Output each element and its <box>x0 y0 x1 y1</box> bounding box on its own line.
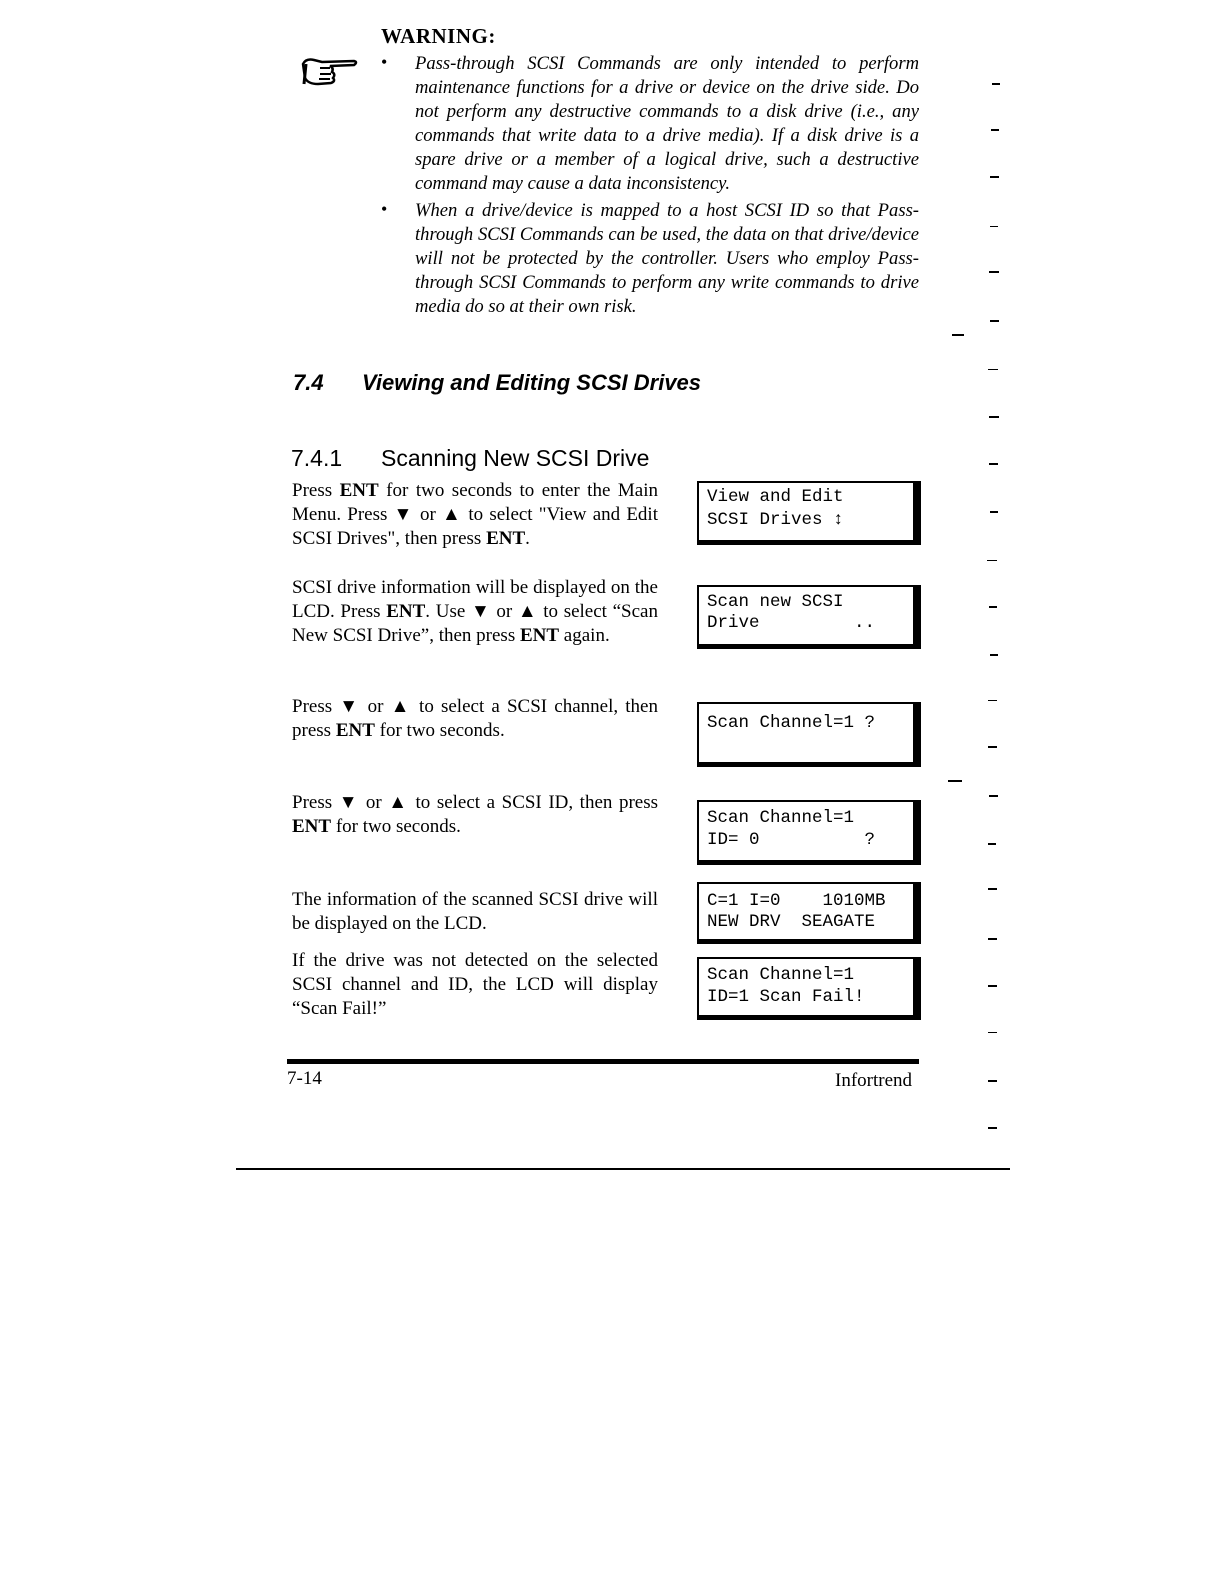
up-arrow-icon: ▲ <box>441 504 463 525</box>
warning-bullet: • <box>381 52 388 72</box>
warning-bullet: • <box>381 199 388 219</box>
lcd-line: ID= 0 ? <box>707 830 876 850</box>
step-paragraph: Press ENT for two seconds to enter the Main Menu. Press ▼ or ▲ to select "View and Edit SCSI Drives", then press ENT. <box>292 480 658 549</box>
step-paragraph: Press ▼ or ▲ to select a SCSI channel, then press ENT for two seconds. <box>292 696 658 741</box>
down-arrow-icon: ▼ <box>339 696 361 717</box>
down-arrow-icon: ▼ <box>393 504 414 525</box>
lcd-line: Scan Channel=1 <box>707 808 855 828</box>
up-arrow-icon: ▲ <box>390 696 412 717</box>
lcd-line: Scan new SCSI <box>707 592 844 612</box>
lcd-line: Drive .. <box>707 613 876 633</box>
subsection-number: 7.4.1 <box>291 445 343 471</box>
lcd-line: ID=1 Scan Fail! <box>707 987 865 1007</box>
step-paragraph: The information of the scanned SCSI drive will be displayed on the LCD. <box>292 889 658 934</box>
scan-edge-rule <box>236 1168 1010 1170</box>
lcd-line: Scan Channel=1 ? <box>707 713 876 733</box>
up-arrow-icon: ▲ <box>388 792 409 813</box>
up-arrow-icon: ▲ <box>517 601 538 622</box>
warning-item: When a drive/device is mapped to a host SCSI ID so that Pass-through SCSI Commands can be used, the data on that drive/device will not be protected by the controller. Users who employ Pass-through SCSI Commands to perform any write commands to drive media do so at their own risk. <box>415 200 919 317</box>
lcd-display <box>697 702 921 767</box>
down-arrow-icon: ▼ <box>338 792 360 813</box>
subsection-title: Scanning New SCSI Drive <box>381 445 650 471</box>
section-title: Viewing and Editing SCSI Drives <box>362 370 702 395</box>
lcd-line: Scan Channel=1 <box>707 965 855 985</box>
lcd-display <box>697 800 921 865</box>
lcd-line: NEW DRV SEAGATE <box>707 912 876 932</box>
footer-rule <box>287 1059 919 1064</box>
down-arrow-icon: ▼ <box>470 601 491 622</box>
lcd-line: View and Edit <box>707 487 844 507</box>
section-number: 7.4 <box>293 370 324 395</box>
lcd-line: C=1 I=0 1010MB <box>707 891 886 911</box>
lcd-display <box>697 882 921 944</box>
step-paragraph: If the drive was not detected on the selected SCSI channel and ID, the LCD will display “Scan Fail!” <box>292 950 658 1019</box>
lcd-display <box>697 585 921 649</box>
warning-title: WARNING: <box>381 24 496 48</box>
pointing-hand-icon <box>300 54 360 88</box>
lcd-display <box>697 481 921 545</box>
lcd-display <box>697 957 921 1020</box>
step-paragraph: Press ▼ or ▲ to select a SCSI ID, then press ENT for two seconds. <box>292 792 659 837</box>
step-paragraph: SCSI drive information will be displayed on the LCD. Press ENT. Use ▼ or ▲ to select “Scan New SCSI Drive”, then press ENT again. <box>292 577 658 646</box>
warning-item: Pass-through SCSI Commands are only intended to perform maintenance functions for a drive or device on the drive side. Do not perform any destructive commands to a disk drive (i.e., any commands that write data to a drive media). If a disk drive is a spare drive or a member of a logical drive, such a destructive command may cause a data inconsistency. <box>415 53 919 194</box>
page-number: 7-14 <box>287 1068 322 1089</box>
brand-name: Infortrend <box>835 1070 913 1091</box>
lcd-line: SCSI Drives ↕ <box>707 510 844 530</box>
